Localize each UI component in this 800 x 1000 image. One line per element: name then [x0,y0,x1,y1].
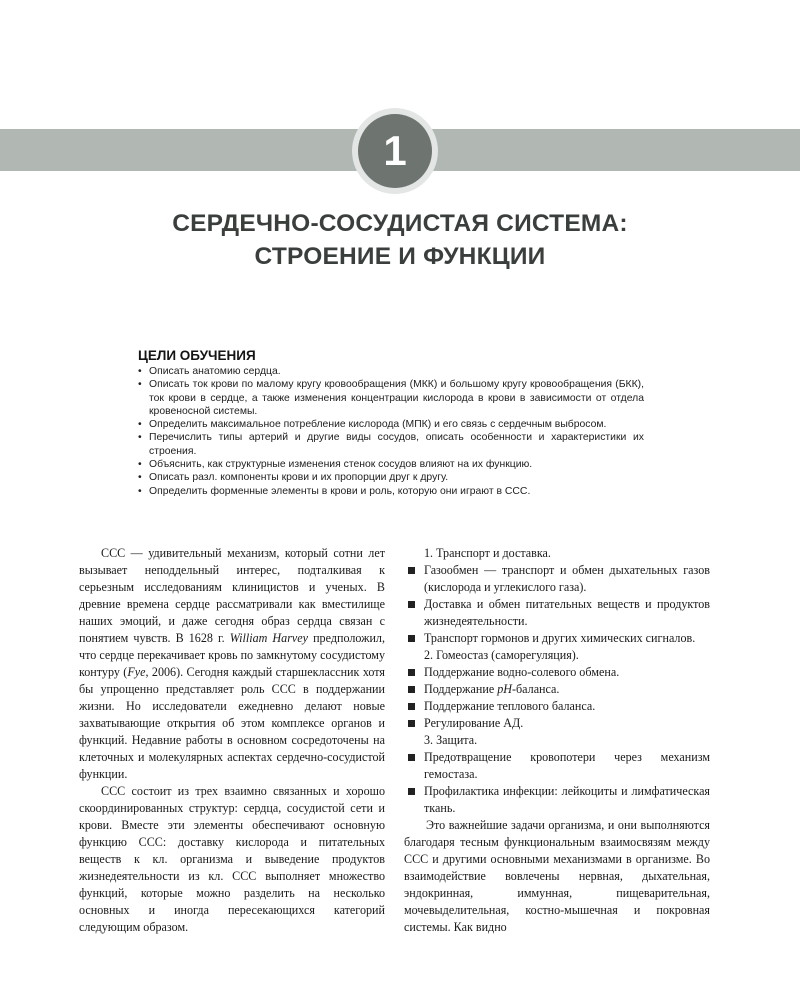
chapter-title-line-2: СТРОЕНИЕ И ФУНКЦИИ [254,243,546,270]
bullet-item: Предотвращение кровопотери через механизм гемостаза. [404,749,710,783]
bullet-item: Доставка и обмен питательных веществ и продуктов жизнедеятельности. [404,596,710,630]
numbered-item: 1. Транспорт и доставка. [424,546,551,560]
goal-item: • Перечислить типы артерий и другие виды сосудов, описать особенности и характеристики их строения. [138,431,644,458]
learning-goals-list [138,365,644,498]
goal-item: • Описать ток крови по малому кругу кровообращения (МКК) и большому кругу кровообращения (БКК), ток крови в сердце, а также изменения концентрации кислорода в крови в зависимости от отдела кровеносной системы. [138,378,644,418]
intro-text-c: , 2006). Сегодня каждый старшеклассник хотя бы упрощенно представляет роль ССС в поддержании жизни. Но исследователи ежедневно делают новые захватывающие открытия об этом комплексе органов и функций. Недавние работы в основном сосредоточены на клеточных и молекулярных аспектах сердечно-сосудистой функции. [79,665,385,781]
bullet-item: Профилактика инфекции: лейкоциты и лимфатическая ткань. [404,783,710,817]
citation: Fye [127,665,146,679]
numbered-item: 2. Гомеостаз (саморегуляция). [424,648,579,662]
goal-item: • Объяснить, как структурные изменения стенок сосудов влияют на их функцию. [138,458,644,471]
bullet-item: Газообмен — транспорт и обмен дыхательных газов (кислорода и углекислого газа). [404,562,710,596]
structure-paragraph: ССС состоит из трех взаимно связанных и хорошо скоординированных структур: сердца, сосудистой сети и крови. Вместе эти элементы обеспечивают основную функцию ССС: доставку кислорода и питательных веществ к кл. организма и выведение продуктов жизнедеятельности из кл. ССС выполняет множество функций, которые можно разделить на несколько основных и иногда пересекающихся категорий следующим образом. [79,784,385,934]
goal-item: • Описать разл. компоненты крови и их пропорции друг к другу. [138,471,644,484]
numbered-item: 3. Защита. [424,733,478,747]
goal-item: • Определить максимальное потребление кислорода (МПК) и его связь с сердечным выбросом. [138,418,644,431]
learning-goals [138,348,644,498]
goal-item: • Определить форменные элементы в крови и роль, которую они играют в ССС. [138,485,644,498]
intro-paragraph [79,545,385,783]
bullet-item: Регулирование АД. [404,715,710,732]
body-column-right [404,545,710,936]
ph-term: pH [497,682,512,696]
chapter-number: 1 [383,127,407,174]
intro-text-a: ССС — удивительный механизм, который сотни лет вызывает неподдельный интерес, подталкивая к серьезным исследованиям клиницистов и ученых. В древние времена сердце рассматривали как вместилище наших эмоций, и даже сегодня образ сердца связан с понятием чувств. В 1628 г. [79,546,385,645]
body-column-left [79,545,385,936]
chapter-title [0,207,800,273]
closing-paragraph: Это важнейшие задачи организма, и они выполняются благодаря тесным функциональным взаимосвязям между ССС и другими основными механизмами в организме. Во взаимодействие вовлечены нервная, дыхательная, эндокринная, иммунная, пищеварительная, мочевыделительная, костно-мышечная и покровная системы. Как видно [404,818,710,934]
bullet-item: Поддержание теплового баланса. [404,698,710,715]
intro-text-b: предположил, что сердце перекачивает кровь по замкнутому сосудистому контуру ( [79,631,385,679]
goal-item: • Описать анатомию сердца. [138,365,644,378]
bullet-text-b: -баланса. [512,682,560,696]
chapter-number-badge [358,114,432,188]
bullet-item [404,681,710,698]
bullet-text-a: Поддержание [424,682,498,696]
bullet-item: Транспорт гормонов и других химических сигналов. [404,630,710,647]
chapter-title-line-1: СЕРДЕЧНО-СОСУДИСТАЯ СИСТЕМА: [172,210,628,237]
author-name: William Harvey [229,631,309,645]
bullet-item: Поддержание водно-солевого обмена. [404,664,710,681]
learning-goals-heading: ЦЕЛИ ОБУЧЕНИЯ [138,348,256,363]
